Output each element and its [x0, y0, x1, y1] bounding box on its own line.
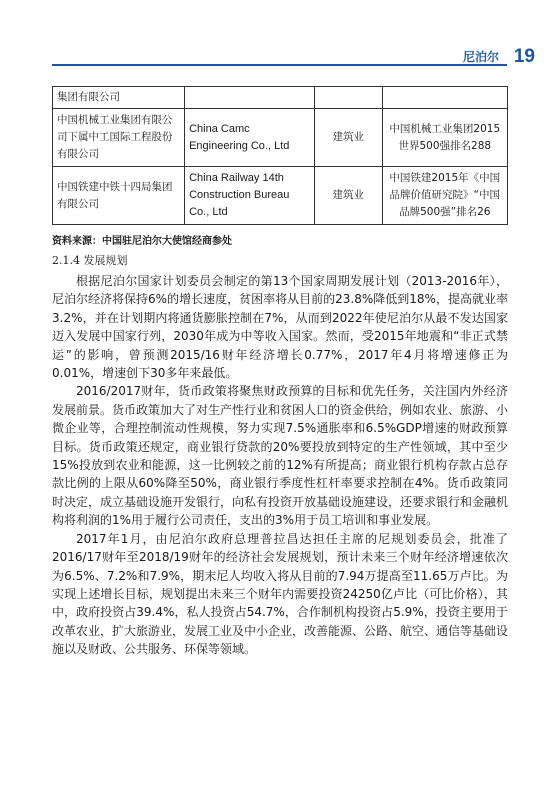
table-row — [53, 87, 508, 109]
header-rule — [52, 64, 507, 66]
table-cell: 建筑业 — [314, 167, 382, 225]
table-cell: 中国铁建中铁十四局集团有限公司 — [53, 167, 185, 225]
body-text — [52, 272, 508, 659]
table-cell — [314, 87, 382, 109]
page-number: 19 — [513, 46, 535, 67]
table-cell — [382, 87, 507, 109]
table-cell — [185, 87, 315, 109]
paragraph: 2016/2017财年，货币政策将聚焦财政预算的目标和优先任务，关注国内外经济发展前景。货币政策加大了对生产性行业和贫困人口的资金供给，例如农业、旅游、小微企业等，合理控制流动性规模，努力实现7.5%通胀率和6.5%GDP增速的财政预算目标。货币政策还规定，商业银行贷款的20%要投放到特定的生产性领域，其中至少15%投放到农业和能源，这一比例较之前的12%有所提高；商业银行机构存款占总存款比例的上限从60%降至50%，商业银行季度性杠杆率要求控制在4%。货币政策同时决定，成立基础设施开发银行，向私有投资开放基础设施建设，还要求银行和金融机构将利润的1%用于履行公司责任，支出的3%用于员工培训和事业发展。 — [52, 384, 509, 528]
table-source-note: 资料来源：中国驻尼泊尔大使馆经商参处 — [52, 236, 232, 247]
running-header-country: 尼泊尔 — [462, 50, 499, 64]
table-cell: 中国机械工业集团有限公司下属中工国际工程股份有限公司 — [53, 109, 185, 167]
section-heading: 2.1.4 发展规划 — [52, 254, 128, 267]
table-cell: 中国机械工业集团2015世界500强排名288 — [382, 109, 507, 167]
table-cell: 中国铁建2015年《中国品牌价值研究院》“中国品牌500强”排名26 — [382, 167, 507, 225]
table-cell: 建筑业 — [314, 109, 382, 167]
table-cell: 集团有限公司 — [53, 87, 185, 109]
table-cell: China Camc Engineering Co., Ltd — [185, 109, 315, 167]
table-row — [53, 167, 508, 225]
paragraph: 根据尼泊尔国家计划委员会制定的第13个国家周期发展计划（2013-2016年），尼泊尔经济将保持6%的增长速度，贫困率将从目前的23.8%降低到18%，提高就业率3.2%，并在计划期内将通货膨胀控制在7%，从而到2022年使尼泊尔从最不发达国家迈入发展中国家行列，2030年成为中等收入国家。然而，受2015年地震和“非正式禁运”的影响，曾预测2015/16财年经济增长0.77%，2017年4月将增速修正为0.01%，增速创下30多年来最低。 — [52, 274, 508, 381]
table-row — [53, 109, 508, 167]
company-table — [52, 86, 508, 225]
paragraph: 2017年1月，由尼泊尔政府总理普拉昌达担任主席的尼规划委员会，批准了2016/17财年至2018/19财年的经济社会发展规划，预计未来三个财年经济增速依次为6.5%、7.2%和7.9%，期末尼人均收入将从目前的7.94万提高至11.65万卢比。为实现上述增长目标，规划提出未来三个财年内需要投资24250亿卢比（可比价格），其中，政府投资占39.4%，私人投资占54.7%，合作制机构投资占5.9%，投资主要用于改革农业，扩大旅游业，发展工业及中小企业，改善能源、公路、航空、通信等基础设施以及财政、公共服务、环保等领域。 — [52, 531, 509, 657]
table-cell: China Railway 14th Construction Bureau Co., Ltd — [185, 167, 315, 225]
